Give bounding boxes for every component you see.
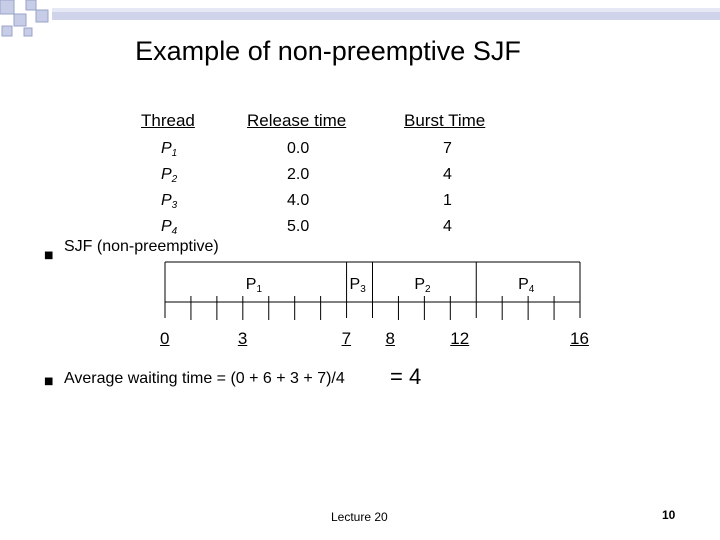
table-row-thread: $P_2$ xyxy=(161,166,178,185)
table-row-release: 2.0 xyxy=(287,166,310,183)
gantt-time-label: 3 xyxy=(237,329,248,348)
header-thread: Thread xyxy=(141,111,195,130)
gantt-time-label: 12 xyxy=(450,329,470,348)
gantt-block-label: $P_4$ xyxy=(518,276,535,295)
header-release-time: Release time xyxy=(247,111,347,130)
table-row-release: 0.0 xyxy=(287,140,310,157)
gantt-time-label: 16 xyxy=(570,329,589,348)
table-row-thread: $P_1$ xyxy=(161,140,178,159)
table-row-burst: 1 xyxy=(443,192,452,209)
bullet-icon: ■ xyxy=(44,376,54,387)
bullet-icon: ■ xyxy=(44,250,54,261)
table-row-thread: $P_3$ xyxy=(161,192,178,211)
header-burst-time: Burst Time xyxy=(404,111,486,130)
gantt-block-label: $P_1$ xyxy=(245,276,263,295)
gantt-block-label: $P_2$ xyxy=(414,276,431,295)
table-row-release: 5.0 xyxy=(287,218,310,235)
table-row-burst: 7 xyxy=(443,140,452,157)
gantt-time-label: 7 xyxy=(341,329,352,348)
table-row-burst: 4 xyxy=(443,166,452,183)
average-waiting-result: = 4 xyxy=(390,364,422,389)
table-row-thread: $P_4$ xyxy=(161,218,178,237)
table-row-release: 4.0 xyxy=(287,192,310,209)
gantt-time-label: 8 xyxy=(385,329,395,348)
table-row-burst: 4 xyxy=(443,218,452,235)
average-waiting-time: Average waiting time = (0 + 6 + 3 + 7)/4 xyxy=(64,370,345,387)
gantt-time-label: 0 xyxy=(160,329,170,348)
footer-text: Lecture 20 xyxy=(331,510,388,524)
page-number: 10 xyxy=(662,508,676,522)
slide-title: Example of non-preemptive SJF xyxy=(135,36,521,66)
gantt-block-label: $P_3$ xyxy=(349,276,366,295)
bullet-sjf: SJF (non-preemptive) xyxy=(64,238,219,255)
